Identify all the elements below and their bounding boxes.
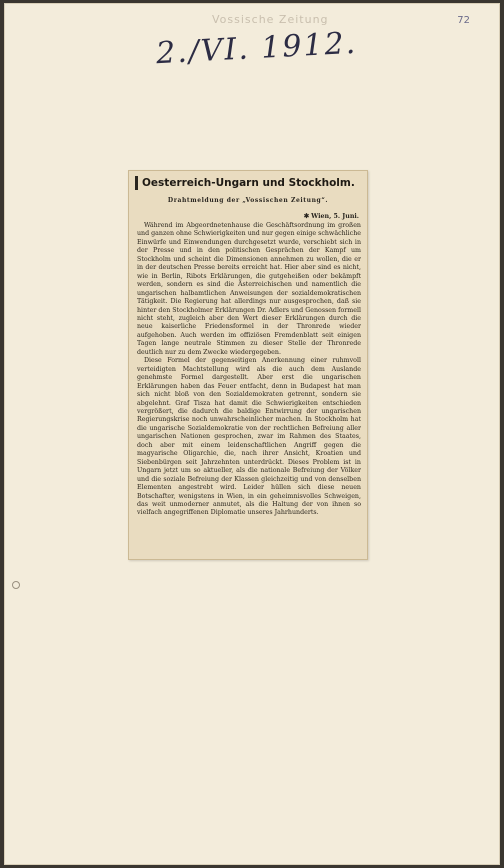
handwritten-date: 2./VI. 1912. bbox=[155, 25, 358, 72]
punch-hole-mark bbox=[12, 581, 20, 589]
archive-sheet bbox=[4, 3, 500, 865]
clipping-paragraph: Diese Formel der gegenseitigen Anerkennung einer ruhmvoll verteidigten Machtstellung wird als die auch dem Auslande genehmste Formel dargestellt. Aber erst die ungarischen Erklärungen haben das Feuer entfacht, denn in Budapest hat man sich nicht bloß von den Sozialdemokraten getrennt, sondern sie abgelehnt. Graf Tisza hat damit die Schwierigkeiten entschieden vergrößert, die dadurch die baldige Entwirrung der ungarischen Regierungskrise noch unwahrscheinlicher machen. In Stockholm hat die ungarische Sozialdemokratie von der rechtlichen Befreiung aller ungarischen Nationen gesprochen, zwar im Rahmen des Staates, doch aber mit einem leidenschaftlichen Angriff gegen die magyarische Oligarchie, die, nach ihrer Ansicht, Kroatien und Siebenbürgen seit Jahrzehnten unterdrückt. Dieses Problem ist in Ungarn jetzt um so aktueller, als die nationale Befreiung der Völker und die soziale Befreiung der Klassen gleichzeitig und von denselben Elementen angestrebt wird. Leider hüllen sich diese neuen Botschafter, wenigstens in Wien, in ein geheimnisvolles Schweigen, das weit unmoderner anmutet, als die Haltung der von ihnen so vielfach angegriffenen Diplomatie unseres Jahrhunderts. bbox=[137, 357, 361, 517]
clipping-headline: Oesterreich-Ungarn und Stockholm. bbox=[135, 176, 368, 190]
clipping-subtitle: Drahtmeldung der „Vossischen Zeitung“. bbox=[167, 197, 329, 204]
clipping-body bbox=[137, 222, 361, 556]
newspaper-clipping bbox=[128, 170, 368, 560]
page-number: 72 bbox=[457, 15, 470, 26]
archive-stamp: Vossische Zeitung bbox=[212, 13, 329, 26]
clipping-dateline: ✱ Wien, 5. Juni. bbox=[303, 213, 359, 220]
clipping-paragraph: Während im Abgeordnetenhause die Geschäftsordnung im großen und ganzen ohne Schwierigkeiten und nur gegen einige schwächliche Einwürfe und Einwendungen durchgesetzt wurde, verschiebt sich in der Presse und in den politischen Gesprächen der Kampf um Stockholm und scheint die Dimensionen annehmen zu wollen, die er in der deutschen Presse bereits erreicht hat. Hier aber sind es nicht, wie in Berlin, Ribots Erklärungen, die gutgeheißen oder bekämpft werden, sondern es sind die Ästerreichischen und namentlich die ungarischen halbamtlichen Anweisungen der sozialdemokratischen Tätigkeit. Die Regierung hat allerdings nur ausgesprochen, daß sie hinter den Stockholmer Erklärungen Dr. Adlers und Genossen formell nicht steht, zugleich aber den Wert dieser Erklärungen durch die neue kaiserliche Friedensformel in der Thronrede wieder aufgehoben. Auch werden im offiziösen Fremdenblatt seit einigen Tagen lange neutrale Stimmen zu dieser Stelle der Thronrede deutlich nur zu dem Zwecke wiedergegeben. bbox=[137, 222, 361, 356]
